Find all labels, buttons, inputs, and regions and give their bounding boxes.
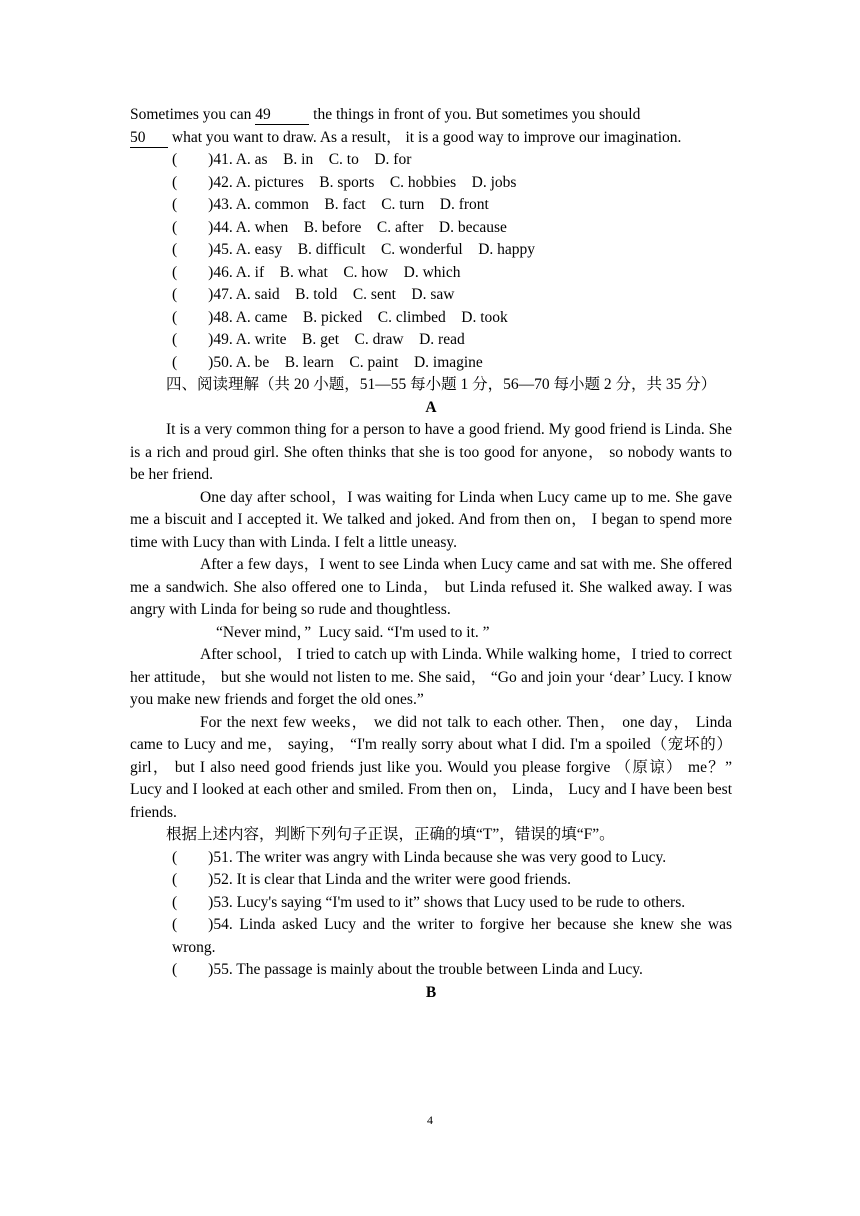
passage-a-para-5: After school， I tried to catch up with Linda. While walking home，I tried to correct her attitude， but she would not listen to me. She said， “Go and join your ‘dear’ Lucy. I know you make new friends and forget the old ones.” (130, 646, 732, 708)
cloze-option-48: ( )48. A. came B. picked C. climbed D. took (172, 308, 508, 326)
cloze-option-47: ( )47. A. said B. told C. sent D. saw (172, 286, 455, 303)
tf-question-text: ( )51. The writer was angry with Linda because she was very good to Lucy. (172, 848, 667, 866)
tf-instruction: 根据上述内容，判断下列句子正误，正确的填“T”，错误的填“F”。 (166, 826, 615, 843)
passage-b-label: B (425, 983, 437, 1001)
cloze-text: what you want to draw. As a result， it is a good way to improve our imagination. (168, 128, 682, 146)
section-heading: 四、阅读理解（共 20 小题，51—55 每小题 1 分，56—70 每小题 2 分，共 35 分） (166, 376, 717, 393)
tf-question-text: ( )53. Lucy's saying “I'm used to it” shows that Lucy used to be rude to others. (172, 893, 686, 911)
blank-49: 49 (255, 106, 309, 125)
tf-question-52 (130, 869, 732, 892)
tf-question-55 (130, 959, 732, 982)
passage-a-para-4: “Never mind，” Lucy said. “I'm used to it. ” (216, 623, 490, 641)
passage-a-para-1: It is a very common thing for a person to have a good friend. My good friend is Linda. She is a rich and proud girl. She often thinks that she is too good for anyone， so nobody wants to be her friend. (130, 421, 732, 483)
tf-question-text: ( )52. It is clear that Linda and the writer were good friends. (172, 871, 571, 888)
cloze-option-49: ( )49. A. write B. get C. draw D. read (172, 331, 465, 348)
tf-question-51 (130, 847, 732, 870)
blank-50: 50 (130, 129, 168, 148)
tf-question-text: ( )54. Linda asked Lucy and the writer to forgive her because she knew she was wrong. (172, 916, 732, 956)
passage-a-label: A (425, 398, 437, 416)
tf-question-53 (130, 892, 732, 915)
cloze-option-46: ( )46. A. if B. what C. how D. which (172, 263, 461, 281)
cloze-option-41: ( )41. A. as B. in C. to D. for (172, 151, 412, 168)
tf-question-54 (130, 914, 732, 959)
cloze-intro (130, 104, 732, 149)
cloze-text: the things in front of you. But sometimes you should (309, 106, 641, 123)
page-number: 4 (427, 1113, 433, 1127)
passage-a-para-2: One day after school，I was waiting for Linda when Lucy came up to me. She gave me a biscuit and I accepted it. We talked and joked. And from then on， I began to spend more time with Lucy than with Linda. I felt a little uneasy. (130, 488, 732, 551)
cloze-option-50: ( )50. A. be B. learn C. paint D. imagine (172, 353, 483, 371)
tf-question-text: ( )55. The passage is mainly about the trouble between Linda and Lucy. (172, 961, 643, 978)
passage-a-para-3: After a few days，I went to see Linda when Lucy came and sat with me. She offered me a sandwich. She also offered one to Linda， but Linda refused it. She walked away. I was angry with Linda for being so rude and thoughtless. (130, 556, 732, 618)
cloze-option-43: ( )43. A. common B. fact C. turn D. front (172, 196, 489, 213)
cloze-option-44: ( )44. A. when B. before C. after D. because (172, 218, 507, 236)
cloze-option-45: ( )45. A. easy B. difficult C. wonderful D. happy (172, 241, 536, 258)
document-page (130, 104, 732, 1004)
passage-a-para-6: For the next few weeks， we did not talk to each other. Then， one day， Linda came to Lucy and me， saying， “I'm really sorry about what I did. I'm a spoiled（宠坏的）girl， but I also need good friends just like you. Would you please forgive （原谅） me？” Lucy and I looked at each other and smiled. From then on， Linda， Lucy and I have been best friends. (130, 713, 732, 821)
cloze-text: Sometimes you can (130, 106, 256, 123)
cloze-option-42: ( )42. A. pictures B. sports C. hobbies D. jobs (172, 173, 517, 191)
